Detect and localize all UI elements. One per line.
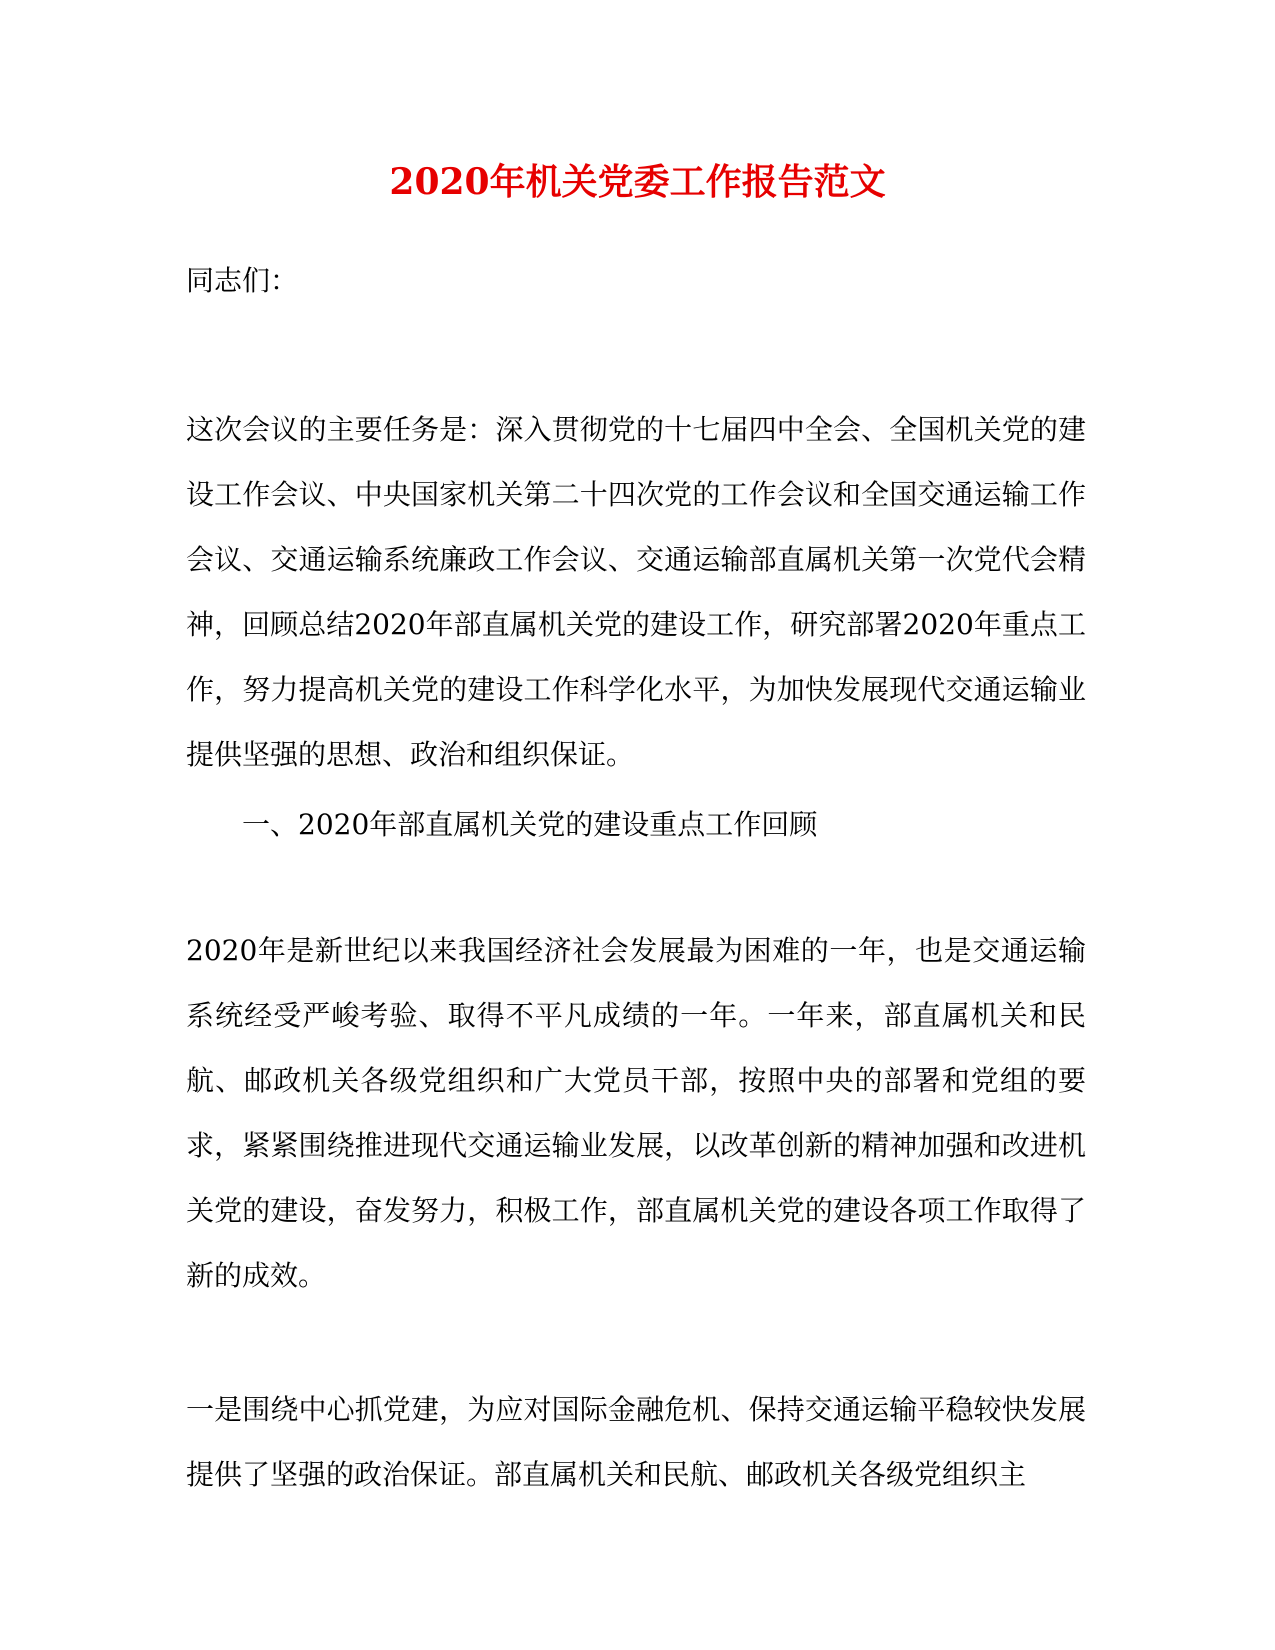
paragraph-meeting-tasks: 这次会议的主要任务是：深入贯彻党的十七届四中全会、全国机关党的建设工作会议、中央国家机关第二十四次党的工作会议和全国交通运输工作会议、交通运输系统廉政工作会议、交通运输部直属机关第一次党代会精神，回顾总结2020年部直属机关党的建设工作，研究部署2020年重点工作，努力提高机关党的建设工作科学化水平，为加快发展现代交通运输业提供坚强的思想、政治和组织保证。 (186, 413, 1086, 771)
paragraph-point-one: 一是围绕中心抓党建，为应对国际金融危机、保持交通运输平稳较快发展提供了坚强的政治保证。部直属机关和民航、邮政机关各级党组织主 (186, 1393, 1086, 1491)
salutation: 同志们： (186, 264, 299, 297)
document-title: 2020年机关党委工作报告范文 (389, 161, 886, 203)
section-heading-review: 一、2020年部直属机关党的建设重点工作回顾 (242, 808, 818, 841)
paragraph-year-review: 2020年是新世纪以来我国经济社会发展最为困难的一年，也是交通运输系统经受严峻考验、取得不平凡成绩的一年。一年来，部直属机关和民航、邮政机关各级党组织和广大党员干部，按照中央的部署和党组的要求，紧紧围绕推进现代交通运输业发展，以改革创新的精神加强和改进机关党的建设，奋发努力，积极工作，部直属机关党的建设各项工作取得了新的成效。 (186, 934, 1086, 1292)
